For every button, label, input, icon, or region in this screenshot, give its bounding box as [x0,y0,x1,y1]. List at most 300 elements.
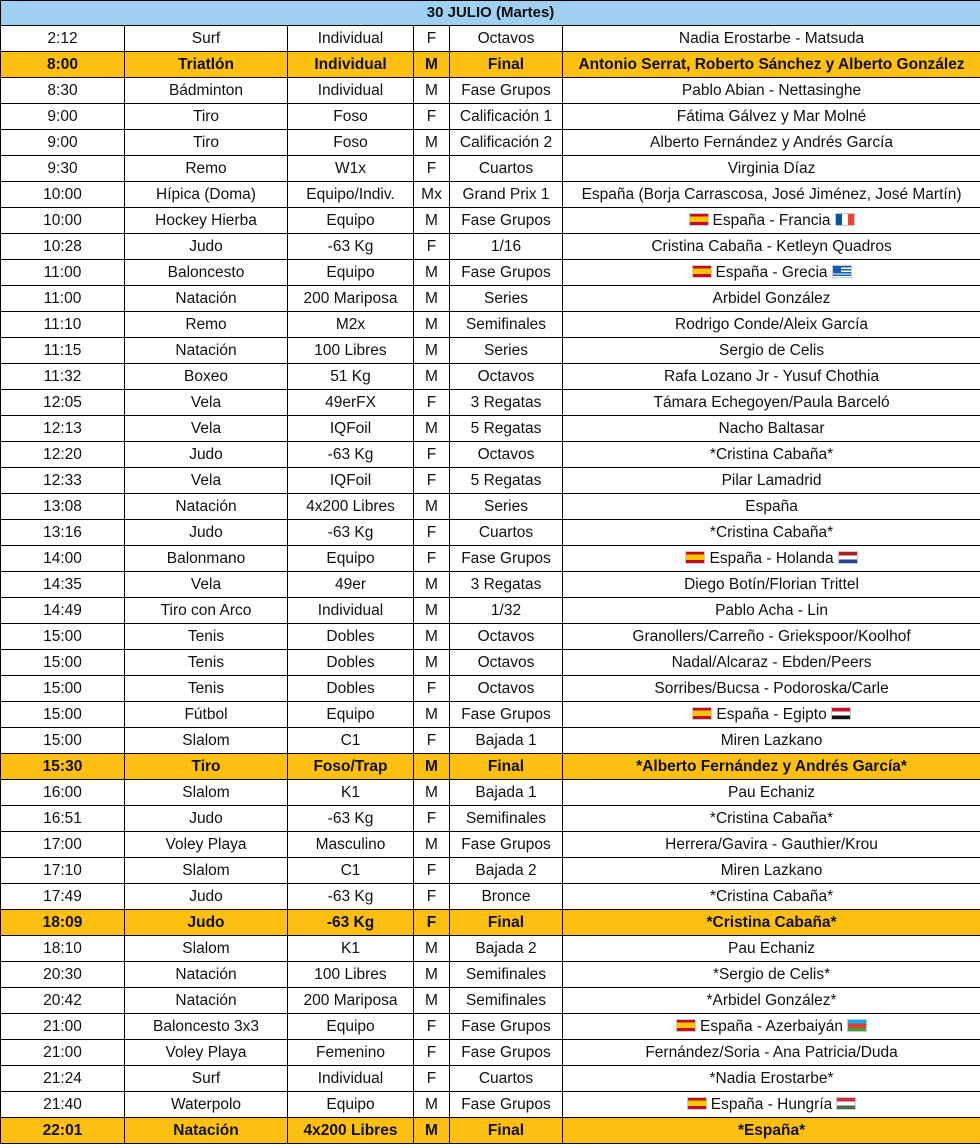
sport-cell: Natación [125,962,288,988]
event-cell: -63 Kg [288,520,414,546]
sport-cell: Voley Playa [125,832,288,858]
event-cell: Foso [288,130,414,156]
sport-cell: Slalom [125,858,288,884]
time-cell: 8:00 [1,52,125,78]
athletes-cell: *Sergio de Celis* [563,962,980,988]
sport-cell: Tenis [125,650,288,676]
sport-cell: Hípica (Doma) [125,182,288,208]
phase-cell: Fase Grupos [450,208,563,234]
time-cell: 12:05 [1,390,125,416]
time-cell: 21:00 [1,1040,125,1066]
gender-cell: M [414,650,450,676]
event-cell: Individual [288,598,414,624]
event-cell: Equipo/Indiv. [288,182,414,208]
table-row [1,468,980,494]
phase-cell: Octavos [450,650,563,676]
table-row [1,416,980,442]
athletes-cell: *Cristina Cabaña* [563,806,980,832]
sport-cell: Vela [125,468,288,494]
phase-cell: Octavos [450,676,563,702]
table-row [1,312,980,338]
flag-es-icon [689,213,709,226]
athletes-cell: Herrera/Gavira - Gauthier/Krou [563,832,980,858]
sport-cell: Surf [125,26,288,52]
phase-cell: 5 Regatas [450,416,563,442]
gender-cell: F [414,884,450,910]
time-cell: 15:00 [1,728,125,754]
time-cell: 15:00 [1,650,125,676]
athletes-cell [563,546,980,572]
event-cell: 49erFX [288,390,414,416]
flag-es-icon [687,1097,707,1110]
event-cell: Foso/Trap [288,754,414,780]
gender-cell: M [414,260,450,286]
athletes-cell: Sergio de Celis [563,338,980,364]
time-cell: 20:30 [1,962,125,988]
sport-cell: Vela [125,572,288,598]
event-cell: 51 Kg [288,364,414,390]
event-cell: 100 Libres [288,338,414,364]
time-cell: 10:00 [1,182,125,208]
table-row [1,624,980,650]
table-row [1,728,980,754]
gender-cell: M [414,572,450,598]
gender-cell: M [414,286,450,312]
final-row [1,910,980,936]
time-cell: 10:00 [1,208,125,234]
sport-cell: Natación [125,988,288,1014]
phase-cell: Fase Grupos [450,832,563,858]
athletes-cell: Rafa Lozano Jr - Yusuf Chothia [563,364,980,390]
table-row [1,832,980,858]
table-row [1,390,980,416]
phase-cell: Fase Grupos [450,702,563,728]
time-cell: 14:35 [1,572,125,598]
time-cell: 12:20 [1,442,125,468]
time-cell: 21:24 [1,1066,125,1092]
phase-cell: Fase Grupos [450,546,563,572]
table-row [1,260,980,286]
time-cell: 13:16 [1,520,125,546]
event-cell: Equipo [288,1092,414,1118]
table-row [1,936,980,962]
event-cell: Masculino [288,832,414,858]
gender-cell: M [414,780,450,806]
table-row [1,1014,980,1040]
event-cell: Equipo [288,546,414,572]
sport-cell: Remo [125,156,288,182]
event-cell: -63 Kg [288,884,414,910]
flag-nl-icon [838,551,858,564]
athletes-cell [563,260,980,286]
sport-cell: Voley Playa [125,1040,288,1066]
table-row [1,494,980,520]
gender-cell: F [414,676,450,702]
athletes-cell: *Cristina Cabaña* [563,884,980,910]
table-row [1,884,980,910]
sport-cell: Natación [125,494,288,520]
time-cell: 11:00 [1,286,125,312]
event-cell: Dobles [288,624,414,650]
event-cell: C1 [288,858,414,884]
sport-cell: Fútbol [125,702,288,728]
event-cell: Foso [288,104,414,130]
athletes-cell: *Alberto Fernández y Andrés García* [563,754,980,780]
event-cell: Individual [288,26,414,52]
phase-cell: Series [450,494,563,520]
event-cell: M2x [288,312,414,338]
time-cell: 13:08 [1,494,125,520]
gender-cell: M [414,962,450,988]
sport-cell: Slalom [125,728,288,754]
table-row [1,546,980,572]
event-cell: -63 Kg [288,910,414,936]
gender-cell: M [414,832,450,858]
athletes-label: España - Azerbaiyán [700,1018,844,1035]
table-row [1,286,980,312]
table-row [1,806,980,832]
gender-cell: Mx [414,182,450,208]
table-row [1,780,980,806]
flag-es-icon [685,551,705,564]
table-row [1,1066,980,1092]
time-cell: 11:15 [1,338,125,364]
table-row [1,130,980,156]
time-cell: 12:33 [1,468,125,494]
event-cell: 200 Mariposa [288,286,414,312]
final-row [1,1118,980,1144]
table-row [1,156,980,182]
phase-cell: Series [450,338,563,364]
athletes-cell: Fátima Gálvez y Mar Molné [563,104,980,130]
athletes-label: España - Grecia [715,264,828,281]
athletes-cell [563,208,980,234]
athletes-cell [563,1014,980,1040]
flag-es-icon [692,265,712,278]
time-cell: 11:32 [1,364,125,390]
time-cell: 18:09 [1,910,125,936]
sport-cell: Remo [125,312,288,338]
time-cell: 21:40 [1,1092,125,1118]
gender-cell: M [414,624,450,650]
time-cell: 15:00 [1,702,125,728]
gender-cell: M [414,598,450,624]
time-cell: 9:00 [1,130,125,156]
table-row [1,676,980,702]
final-row [1,52,980,78]
sport-cell: Hockey Hierba [125,208,288,234]
event-cell: 4x200 Libres [288,1118,414,1144]
sport-cell: Judo [125,910,288,936]
table-row [1,988,980,1014]
gender-cell: F [414,390,450,416]
table-row [1,1092,980,1118]
time-cell: 10:28 [1,234,125,260]
sport-cell: Natación [125,286,288,312]
athletes-cell: Rodrigo Conde/Aleix García [563,312,980,338]
table-row [1,520,980,546]
athletes-cell: Pilar Lamadrid [563,468,980,494]
time-cell: 14:49 [1,598,125,624]
event-cell: -63 Kg [288,442,414,468]
gender-cell: M [414,52,450,78]
phase-cell: Bronce [450,884,563,910]
sport-cell: Tiro [125,754,288,780]
athletes-label: España - Egipto [716,706,827,723]
table-row [1,858,980,884]
flag-hu-icon [836,1097,856,1110]
table-row [1,338,980,364]
phase-cell: Grand Prix 1 [450,182,563,208]
gender-cell: M [414,936,450,962]
table-row [1,364,980,390]
time-cell: 11:10 [1,312,125,338]
time-cell: 8:30 [1,78,125,104]
sport-cell: Judo [125,806,288,832]
sport-cell: Bádminton [125,78,288,104]
athletes-cell: Pau Echaniz [563,780,980,806]
event-cell: -63 Kg [288,806,414,832]
table-row [1,702,980,728]
phase-cell: Fase Grupos [450,78,563,104]
phase-cell: Octavos [450,442,563,468]
event-cell: Individual [288,1066,414,1092]
gender-cell: F [414,104,450,130]
gender-cell: M [414,312,450,338]
table-row [1,962,980,988]
sport-cell: Tenis [125,676,288,702]
athletes-cell: Miren Lazkano [563,728,980,754]
athletes-cell: *Arbidel González* [563,988,980,1014]
time-cell: 9:30 [1,156,125,182]
time-cell: 15:00 [1,676,125,702]
gender-cell: M [414,1092,450,1118]
athletes-cell: Nadia Erostarbe - Matsuda [563,26,980,52]
gender-cell: F [414,1014,450,1040]
event-cell: K1 [288,780,414,806]
phase-cell: 3 Regatas [450,572,563,598]
athletes-cell: Granollers/Carreño - Griekspoor/Koolhof [563,624,980,650]
athletes-cell [563,1092,980,1118]
phase-cell: Semifinales [450,806,563,832]
table-row [1,442,980,468]
athletes-cell: Cristina Cabaña - Ketleyn Quadros [563,234,980,260]
phase-cell: Bajada 1 [450,780,563,806]
phase-cell: Final [450,1118,563,1144]
gender-cell: F [414,910,450,936]
gender-cell: F [414,468,450,494]
event-cell: IQFoil [288,468,414,494]
athletes-label: España - Francia [712,212,831,229]
gender-cell: M [414,416,450,442]
time-cell: 16:51 [1,806,125,832]
event-cell: -63 Kg [288,234,414,260]
gender-cell: M [414,78,450,104]
athletes-cell: Antonio Serrat, Roberto Sánchez y Alberto González [563,52,980,78]
phase-cell: Bajada 2 [450,936,563,962]
phase-cell: Octavos [450,624,563,650]
sport-cell: Judo [125,234,288,260]
gender-cell: F [414,442,450,468]
gender-cell: F [414,858,450,884]
event-cell: IQFoil [288,416,414,442]
sport-cell: Tiro [125,104,288,130]
time-cell: 17:49 [1,884,125,910]
table-row [1,208,980,234]
phase-cell: Final [450,910,563,936]
phase-cell: 1/32 [450,598,563,624]
phase-cell: Series [450,286,563,312]
event-cell: Femenino [288,1040,414,1066]
athletes-label: España - Holanda [709,550,834,567]
gender-cell: F [414,520,450,546]
sport-cell: Natación [125,1118,288,1144]
gender-cell: M [414,494,450,520]
sport-cell: Baloncesto 3x3 [125,1014,288,1040]
time-cell: 15:30 [1,754,125,780]
event-cell: 100 Libres [288,962,414,988]
table-row [1,26,980,52]
gender-cell: M [414,130,450,156]
flag-es-icon [692,707,712,720]
time-cell: 21:00 [1,1014,125,1040]
time-cell: 15:00 [1,624,125,650]
athletes-cell: Nadal/Alcaraz - Ebden/Peers [563,650,980,676]
event-cell: Equipo [288,208,414,234]
phase-cell: 3 Regatas [450,390,563,416]
sport-cell: Slalom [125,780,288,806]
flag-gr-icon [832,265,852,278]
time-cell: 14:00 [1,546,125,572]
athletes-cell: *España* [563,1118,980,1144]
schedule-title: 30 JULIO (Martes) [1,1,980,26]
time-cell: 18:10 [1,936,125,962]
phase-cell: Cuartos [450,156,563,182]
athletes-cell: *Cristina Cabaña* [563,442,980,468]
sport-cell: Judo [125,884,288,910]
flag-az-icon [847,1019,867,1032]
table-row [1,78,980,104]
table-row [1,572,980,598]
time-cell: 16:00 [1,780,125,806]
event-cell: Individual [288,78,414,104]
gender-cell: F [414,1066,450,1092]
time-cell: 17:00 [1,832,125,858]
phase-cell: Fase Grupos [450,1040,563,1066]
final-row [1,754,980,780]
table-row [1,598,980,624]
table-row [1,104,980,130]
sport-cell: Tiro con Arco [125,598,288,624]
sport-cell: Boxeo [125,364,288,390]
athletes-cell: *Cristina Cabaña* [563,910,980,936]
phase-cell: Bajada 2 [450,858,563,884]
gender-cell: M [414,364,450,390]
event-cell: C1 [288,728,414,754]
athletes-cell: Pau Echaniz [563,936,980,962]
phase-cell: 1/16 [450,234,563,260]
gender-cell: F [414,1040,450,1066]
athletes-cell: Sorribes/Bucsa - Podoroska/Carle [563,676,980,702]
sport-cell: Judo [125,442,288,468]
gender-cell: F [414,546,450,572]
athletes-cell: Miren Lazkano [563,858,980,884]
sport-cell: Slalom [125,936,288,962]
gender-cell: F [414,728,450,754]
athletes-cell: *Nadia Erostarbe* [563,1066,980,1092]
time-cell: 12:13 [1,416,125,442]
time-cell: 11:00 [1,260,125,286]
phase-cell: Final [450,52,563,78]
event-cell: 4x200 Libres [288,494,414,520]
event-cell: Equipo [288,260,414,286]
schedule-body [1,1,980,1144]
athletes-label: España - Hungría [710,1096,833,1113]
athletes-cell: Támara Echegoyen/Paula Barceló [563,390,980,416]
time-cell: 2:12 [1,26,125,52]
sport-cell: Judo [125,520,288,546]
athletes-cell: España [563,494,980,520]
phase-cell: Semifinales [450,988,563,1014]
gender-cell: F [414,234,450,260]
gender-cell: M [414,702,450,728]
table-row [1,182,980,208]
event-cell: Equipo [288,702,414,728]
athletes-cell: Nacho Baltasar [563,416,980,442]
phase-cell: Fase Grupos [450,260,563,286]
event-cell: K1 [288,936,414,962]
gender-cell: M [414,208,450,234]
sport-cell: Tenis [125,624,288,650]
sport-cell: Surf [125,1066,288,1092]
gender-cell: F [414,806,450,832]
time-cell: 22:01 [1,1118,125,1144]
phase-cell: Octavos [450,364,563,390]
gender-cell: M [414,754,450,780]
sport-cell: Triatlón [125,52,288,78]
event-cell: 200 Mariposa [288,988,414,1014]
phase-cell: Fase Grupos [450,1014,563,1040]
event-cell: Equipo [288,1014,414,1040]
sport-cell: Balonmano [125,546,288,572]
phase-cell: Semifinales [450,962,563,988]
phase-cell: Cuartos [450,1066,563,1092]
table-row [1,650,980,676]
event-cell: W1x [288,156,414,182]
sport-cell: Natación [125,338,288,364]
title-row [1,1,980,26]
athletes-cell: Pablo Acha - Lin [563,598,980,624]
phase-cell: Octavos [450,26,563,52]
phase-cell: Cuartos [450,520,563,546]
phase-cell: Bajada 1 [450,728,563,754]
time-cell: 9:00 [1,104,125,130]
athletes-cell: Arbidel González [563,286,980,312]
athletes-cell [563,702,980,728]
sport-cell: Tiro [125,130,288,156]
phase-cell: Fase Grupos [450,1092,563,1118]
athletes-cell: *Cristina Cabaña* [563,520,980,546]
phase-cell: Calificación 1 [450,104,563,130]
gender-cell: M [414,338,450,364]
gender-cell: F [414,156,450,182]
time-cell: 17:10 [1,858,125,884]
time-cell: 20:42 [1,988,125,1014]
phase-cell: Semifinales [450,312,563,338]
flag-fr-icon [835,213,855,226]
event-cell: Dobles [288,676,414,702]
phase-cell: Final [450,754,563,780]
